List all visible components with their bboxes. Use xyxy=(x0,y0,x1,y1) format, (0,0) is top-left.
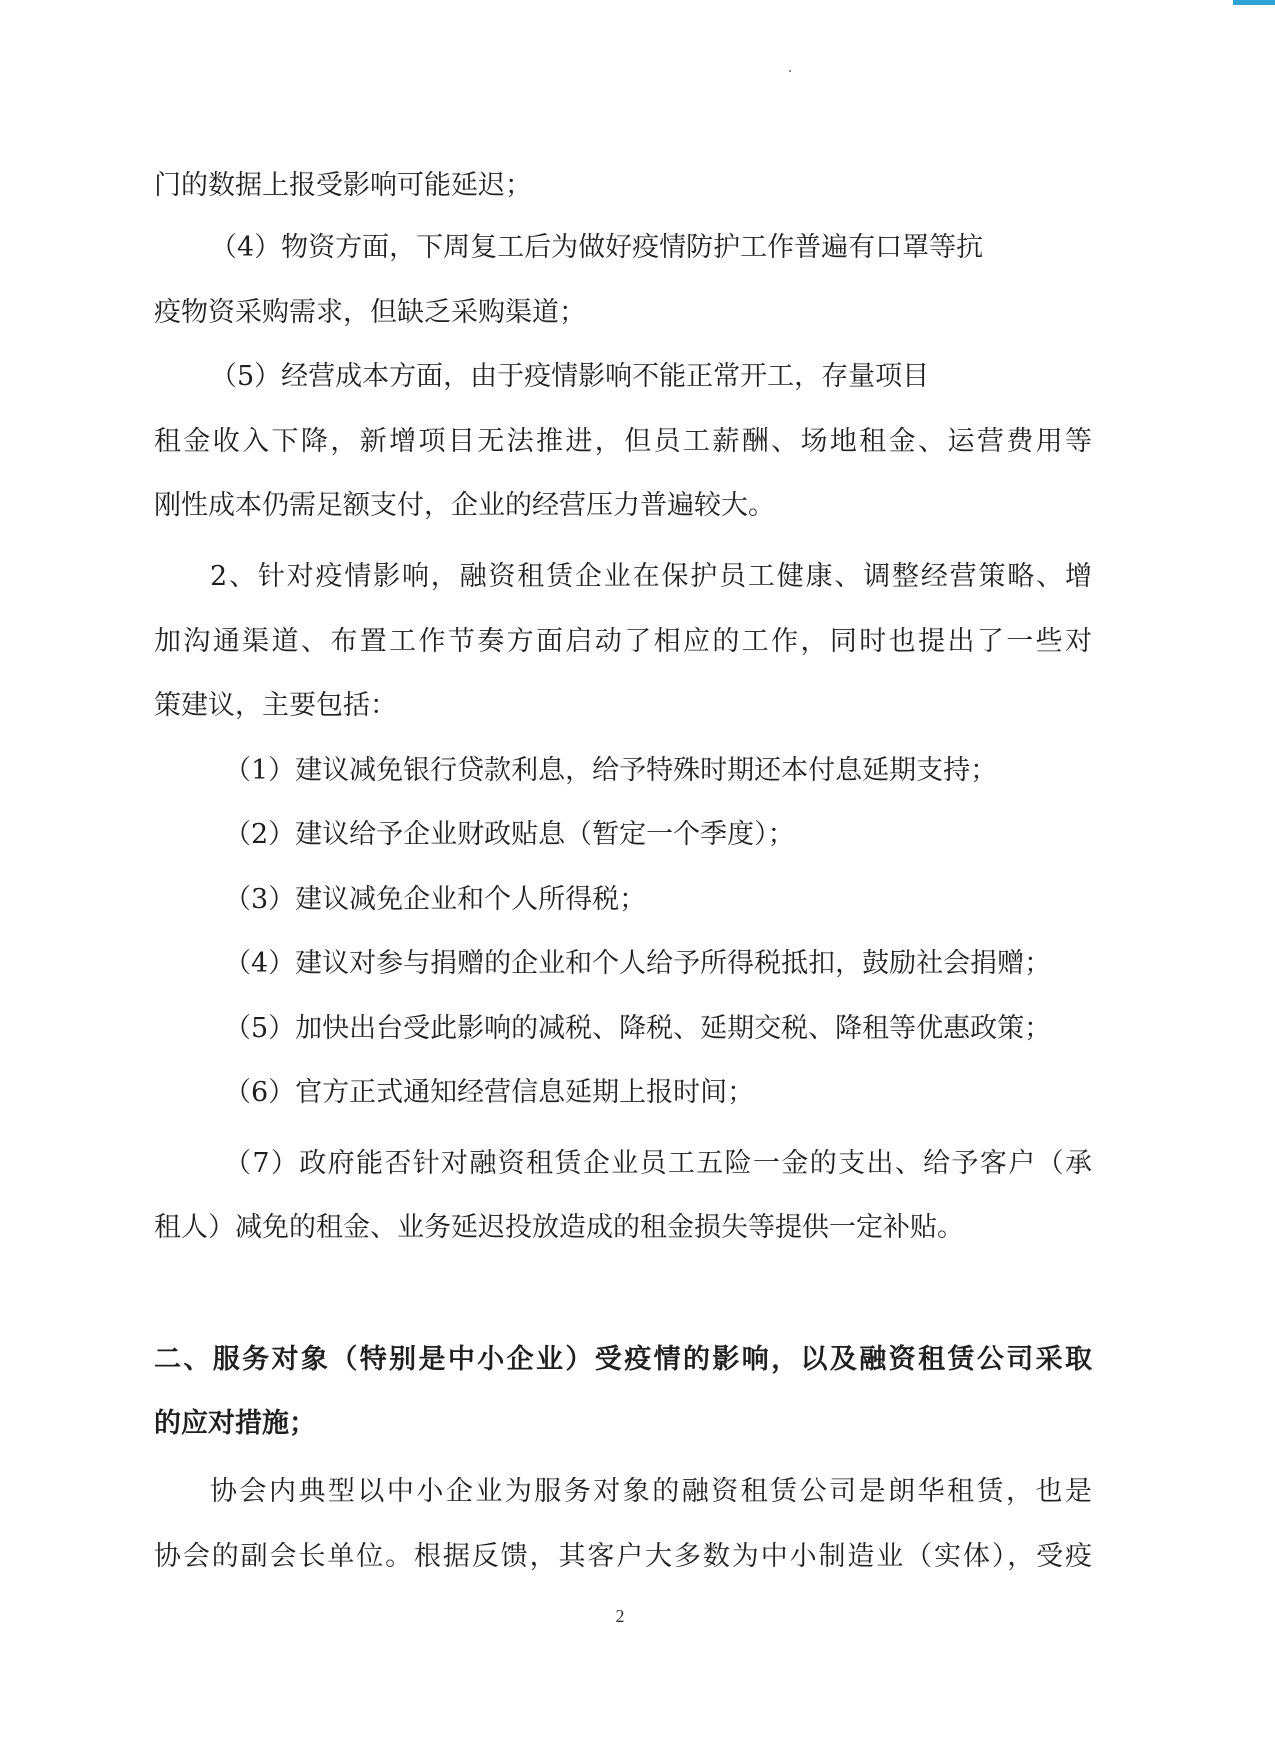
text-line: （3）建议减免企业和个人所得税； xyxy=(224,884,647,915)
page-number: 2 xyxy=(615,1606,625,1626)
scan-corner-mark xyxy=(1233,0,1275,5)
section-heading: 二、服务对象（特别是中小企业）受疫情的影响，以及融资租赁公司采取 xyxy=(154,1344,1092,1375)
text-line: 2、针对疫情影响，融资租赁企业在保护员工健康、调整经营策略、增 xyxy=(210,561,1092,592)
section-heading: 的应对措施； xyxy=(154,1408,316,1439)
text-line: 门的数据上报受影响可能延迟； xyxy=(154,170,532,201)
scan-speck xyxy=(789,70,791,72)
text-line: （7）政府能否针对融资租赁企业员工五险一金的支出、给予客户（承 xyxy=(224,1148,1092,1179)
text-line: （5）加快出台受此影响的减税、降税、延期交税、降租等优惠政策； xyxy=(224,1013,1052,1044)
text-line: 协会的副会长单位。根据反馈，其客户大多数为中小制造业（实体），受疫 xyxy=(154,1541,1092,1572)
text-line: 加沟通渠道、布置工作节奏方面启动了相应的工作，同时也提出了一些对 xyxy=(154,626,1092,657)
text-line: （4）物资方面，下周复工后为做好疫情防护工作普遍有口罩等抗 xyxy=(210,232,984,263)
text-line: （2）建议给予企业财政贴息（暂定一个季度）； xyxy=(224,819,795,850)
text-line: 刚性成本仍需足额支付，企业的经营压力普遍较大。 xyxy=(154,490,775,521)
text-line: 租金收入下降，新增项目无法推进，但员工薪酬、场地租金、运营费用等 xyxy=(154,426,1092,457)
text-line: （4）建议对参与捐赠的企业和个人给予所得税抵扣，鼓励社会捐赠； xyxy=(224,948,1052,979)
text-line: 租人）减免的租金、业务延迟投放造成的租金损失等提供一定补贴。 xyxy=(154,1212,964,1243)
text-line: 协会内典型以中小企业为服务对象的融资租赁公司是朗华租赁，也是 xyxy=(210,1476,1092,1507)
text-line: （6）官方正式通知经营信息延期上报时间； xyxy=(224,1077,755,1108)
text-line: （5）经营成本方面，由于疫情影响不能正常开工，存量项目 xyxy=(210,361,930,392)
text-line: 策建议，主要包括： xyxy=(154,690,397,721)
text-line: 疫物资采购需求，但缺乏采购渠道； xyxy=(154,297,586,328)
text-line: （1）建议减免银行贷款利息，给予特殊时期还本付息延期支持； xyxy=(224,755,998,786)
